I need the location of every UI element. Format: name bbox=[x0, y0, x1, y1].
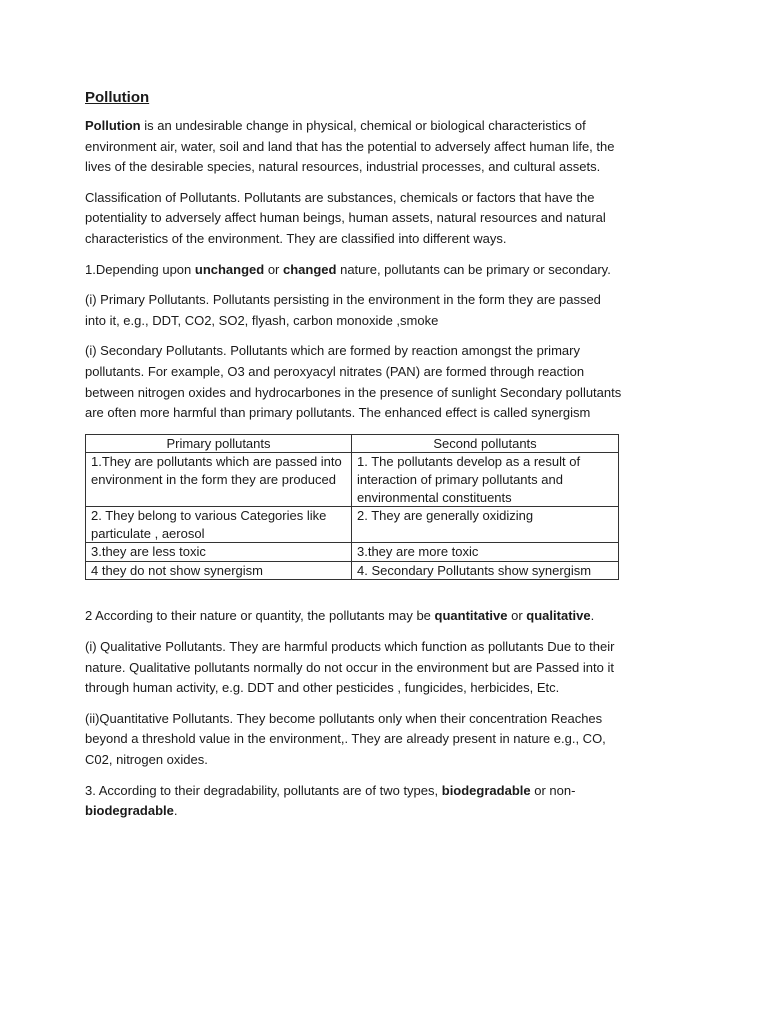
point2-text-a: 2 According to their nature or quantity, the pollutants may be bbox=[85, 608, 435, 624]
point1-text-c: or bbox=[264, 261, 284, 277]
point2-text-c: or bbox=[507, 608, 527, 624]
document-page bbox=[85, 88, 625, 832]
table-cell: 1.They are pollutants which are passed into environment in the form they are produced bbox=[86, 453, 352, 507]
table-row bbox=[86, 453, 619, 507]
secondary-pollutants-paragraph: (i) Secondary Pollutants. Pollutants which are formed by reaction amongst the primary pollutants. For example, O3 and peroxyacyl nitrates (PAN) are formed through reaction between nitrogen oxides and hydrocarbones in the presence of sunlight Secondary pollutants are often more harmful than primary pollutants. The enhanced effect is called synergism bbox=[85, 343, 622, 421]
point3-bold-nonbiodegradable: biodegradable bbox=[85, 803, 174, 819]
point3-text-a: 3. According to their degradability, pollutants are of two types, bbox=[85, 782, 442, 798]
table-header-row bbox=[86, 434, 619, 453]
table-row bbox=[86, 561, 619, 580]
intro-paragraph bbox=[85, 116, 625, 178]
comparison-table bbox=[85, 434, 619, 581]
point3-text-c: or non- bbox=[530, 782, 576, 798]
table-cell: 4. Secondary Pollutants show synergism bbox=[352, 561, 619, 580]
point1-text-a: 1.Depending upon bbox=[85, 261, 195, 277]
point3-text-d: . bbox=[173, 803, 178, 819]
qualitative-paragraph: (i) Qualitative Pollutants. They are harmful products which function as pollutants Due to their nature. Qualitative pollutants normally do not occur in the environment but are Passed into it through human activity, e.g. DDT and other pesticides , fungicides, herbicides, Etc. bbox=[85, 639, 615, 696]
table-cell: 1. The pollutants develop as a result of interaction of primary pollutants and environmental constituents bbox=[352, 453, 619, 507]
point2-text-d: . bbox=[590, 608, 595, 624]
point3-bold-biodegradable: biodegradable bbox=[441, 782, 531, 798]
point2-bold-qualitative: qualitative bbox=[526, 608, 591, 624]
table-header-secondary: Second pollutants bbox=[352, 434, 619, 453]
table-cell: 2. They are generally oxidizing bbox=[352, 507, 619, 543]
point1-text-d: nature, pollutants can be primary or secondary. bbox=[336, 261, 611, 277]
point3-paragraph bbox=[85, 781, 625, 822]
point1-bold-unchanged: unchanged bbox=[194, 261, 265, 277]
quantitative-paragraph: (ii)Quantitative Pollutants. They become pollutants only when their concentration Reaches beyond a threshold value in the environment,. They are already present in nature e.g., CO, C02, nitrogen oxides. bbox=[85, 710, 606, 768]
page-title: Pollution bbox=[85, 89, 150, 106]
table-header-primary: Primary pollutants bbox=[86, 434, 352, 453]
intro-bold-term: Pollution bbox=[85, 118, 141, 133]
point1-bold-changed: changed bbox=[283, 261, 337, 277]
table-cell: 3.they are less toxic bbox=[86, 543, 352, 562]
point1-paragraph bbox=[85, 260, 625, 281]
table-row bbox=[86, 543, 619, 562]
primary-pollutants-paragraph: (i) Primary Pollutants. Pollutants persisting in the environment in the form they are passed into it, e.g., DDT, CO2, SO2, flyash, carbon monoxide ,smoke bbox=[85, 292, 601, 328]
table-row bbox=[86, 507, 619, 543]
point2-paragraph bbox=[85, 606, 625, 627]
table-cell: 3.they are more toxic bbox=[352, 543, 619, 562]
intro-text: is an undesirable change in physical, chemical or biological characteristics of environment air, water, soil and land that has the potential to adversely affect human life, the lives of the desirable species, natural resources, industrial processes, and cultural assets. bbox=[85, 118, 615, 175]
point2-bold-quantitative: quantitative bbox=[434, 608, 508, 624]
table-cell: 4 they do not show synergism bbox=[86, 561, 352, 580]
table-cell: 2. They belong to various Categories like particulate , aerosol bbox=[86, 507, 352, 543]
classification-paragraph: Classification of Pollutants. Pollutants are substances, chemicals or factors that have the potentiality to adversely affect human beings, human assets, natural resources and natural characteristics of the environment. They are classified into different ways. bbox=[85, 189, 606, 246]
